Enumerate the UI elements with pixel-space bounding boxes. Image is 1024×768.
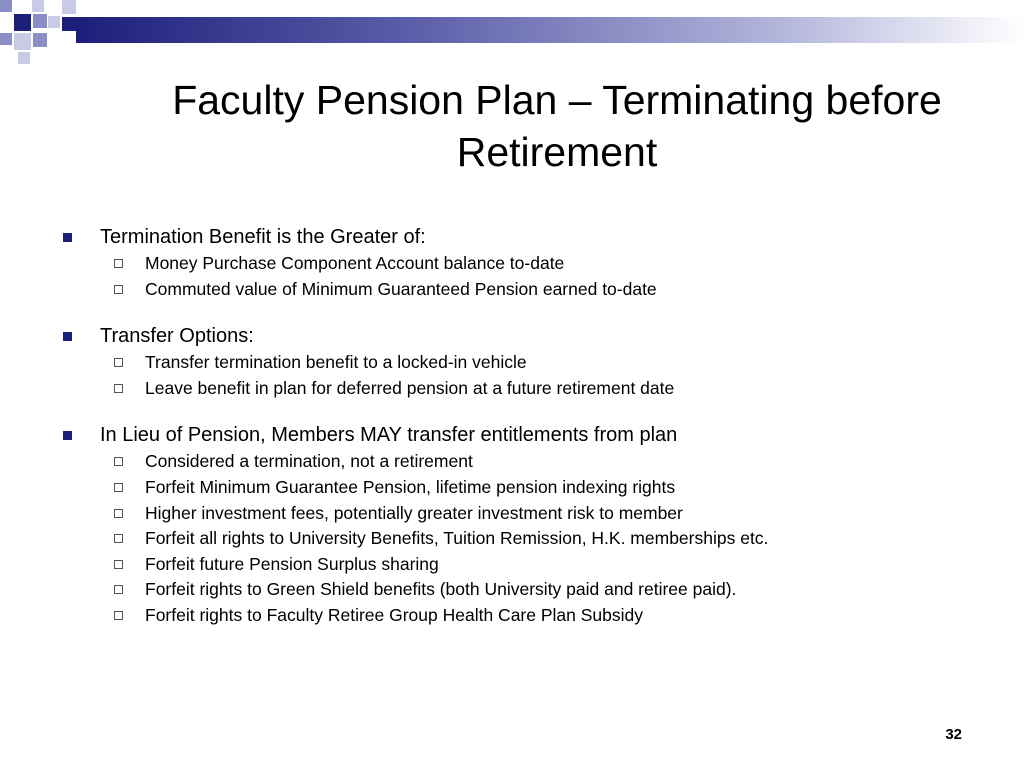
sub-bullet-item xyxy=(0,577,1024,603)
sub-bullet-item xyxy=(0,277,1024,303)
slide-title-line1: Faculty Pension Plan – Terminating before xyxy=(172,77,942,123)
deco-square xyxy=(62,17,76,31)
hollow-square-bullet-icon xyxy=(114,457,123,466)
deco-square xyxy=(33,14,47,28)
page-number: 32 xyxy=(945,726,962,743)
deco-square xyxy=(0,0,12,12)
hollow-square-bullet-icon xyxy=(114,509,123,518)
deco-square xyxy=(32,0,44,12)
bullet-section xyxy=(0,422,1024,628)
sub-bullet-item xyxy=(0,376,1024,402)
hollow-square-bullet-icon xyxy=(114,384,123,393)
bullet-list xyxy=(0,224,1024,650)
sub-bullet-text: Higher investment fees, potentially greater investment risk to member xyxy=(145,502,683,523)
deco-square xyxy=(0,33,12,45)
sub-bullet-item xyxy=(0,449,1024,475)
bullet-section xyxy=(0,224,1024,302)
sub-bullet-text: Forfeit rights to Faculty Retiree Group Health Care Plan Subsidy xyxy=(145,604,643,625)
slide-title-line2: Retirement xyxy=(456,129,658,175)
hollow-square-bullet-icon xyxy=(114,358,123,367)
header-gradient-bar xyxy=(76,17,1024,43)
hollow-square-bullet-icon xyxy=(114,585,123,594)
deco-square xyxy=(62,0,76,14)
section-heading xyxy=(0,422,1024,449)
sub-bullet-item xyxy=(0,475,1024,501)
sub-bullet-item xyxy=(0,552,1024,578)
hollow-square-bullet-icon xyxy=(114,285,123,294)
hollow-square-bullet-icon xyxy=(114,483,123,492)
square-bullet-icon xyxy=(63,431,72,440)
sub-bullet-text: Leave benefit in plan for deferred pension at a future retirement date xyxy=(145,377,675,398)
deco-square xyxy=(14,14,31,31)
deco-square xyxy=(18,52,30,64)
deco-square xyxy=(14,33,31,50)
section-heading xyxy=(0,224,1024,251)
sub-bullet-text: Money Purchase Component Account balance to-date xyxy=(145,253,565,273)
sub-bullet-text: Forfeit all rights to University Benefits, Tuition Remission, H.K. memberships etc. xyxy=(145,528,769,549)
deco-square xyxy=(48,16,60,28)
sub-bullet-text: Transfer termination benefit to a locked-in vehicle xyxy=(145,352,527,373)
sub-bullet-item xyxy=(0,526,1024,552)
sub-bullet-text: Forfeit future Pension Surplus sharing xyxy=(145,553,439,574)
section-heading-text: In Lieu of Pension, Members MAY transfer entitlements from plan xyxy=(100,424,678,447)
sub-bullet-item xyxy=(0,251,1024,277)
sub-bullet-text: Commuted value of Minimum Guaranteed Pension earned to-date xyxy=(145,278,657,299)
section-heading-text: Transfer Options: xyxy=(100,325,254,348)
square-bullet-icon xyxy=(63,332,72,341)
square-bullet-icon xyxy=(63,233,72,242)
hollow-square-bullet-icon xyxy=(114,259,123,268)
deco-square xyxy=(33,33,47,47)
sub-bullet-item xyxy=(0,350,1024,376)
bullet-section xyxy=(0,323,1024,401)
sub-bullet-item xyxy=(0,501,1024,527)
sub-bullet-text: Considered a termination, not a retirement xyxy=(145,451,473,472)
hollow-square-bullet-icon xyxy=(114,611,123,620)
section-heading-text: Termination Benefit is the Greater of: xyxy=(100,226,426,248)
sub-bullet-text: Forfeit Minimum Guarantee Pension, lifetime pension indexing rights xyxy=(145,476,676,497)
hollow-square-bullet-icon xyxy=(114,560,123,569)
section-heading xyxy=(0,323,1024,350)
sub-bullet-item xyxy=(0,603,1024,629)
slide-title xyxy=(90,74,1024,178)
hollow-square-bullet-icon xyxy=(114,534,123,543)
sub-bullet-text: Forfeit rights to Green Shield benefits (both University paid and retiree paid). xyxy=(145,579,737,600)
